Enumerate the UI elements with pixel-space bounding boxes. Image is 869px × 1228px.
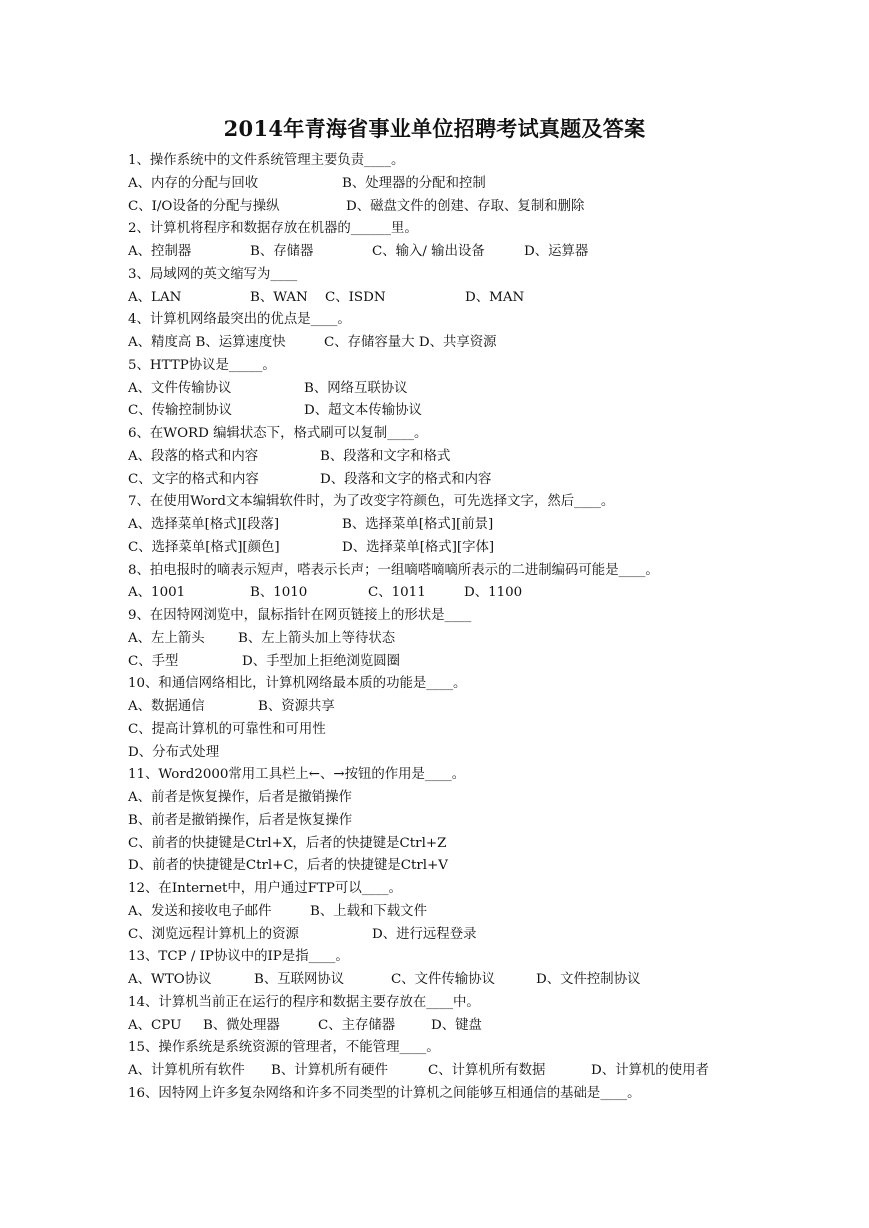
answer-option: A、WTO协议 [128, 972, 212, 987]
answer-option: D、文件控制协议 [536, 972, 641, 987]
text-line [128, 287, 748, 310]
answer-option: D、运算器 [524, 244, 589, 259]
answer-option: A、数据通信 [128, 699, 205, 714]
answer-option: B、计算机所有硬件 [271, 1063, 388, 1078]
question-text: 1、操作系统中的文件系统管理主要负责____。 [128, 153, 405, 168]
text-line [128, 514, 748, 537]
text-line [128, 696, 748, 719]
answer-option: B、存储器 [250, 244, 314, 259]
text-line [128, 651, 748, 674]
answer-option: C、传输控制协议 [128, 403, 232, 419]
question-text: D、分布式处理 [128, 744, 220, 760]
answer-option: B、处理器的分配和控制 [342, 175, 486, 191]
text-line [128, 946, 748, 969]
text-line [128, 582, 748, 605]
text-line [128, 924, 748, 947]
answer-option: A、文件传输协议 [128, 380, 232, 396]
text-line [128, 423, 748, 446]
text-line [128, 992, 748, 1015]
question-text: 9、在因特网浏览中，鼠标指针在网页链接上的形状是____ [128, 608, 472, 623]
question-text: 12、在Internet中，用户通过FTP可以____。 [128, 881, 402, 896]
answer-option: A、控制器 [128, 244, 192, 259]
text-line [128, 719, 748, 742]
answer-option: C、手型 [128, 653, 179, 669]
answer-option: D、手型加上拒绝浏览圆圈 [242, 653, 401, 669]
text-line [128, 560, 748, 583]
text-line [128, 355, 748, 378]
answer-option: C、1011 [368, 585, 426, 601]
answer-option: C、主存储器 [318, 1017, 396, 1033]
question-text: 8、拍电报时的嘀表示短声，嗒表示长声；一组嘀嗒嘀嘀所表示的二进制编码可能是____。 [128, 562, 659, 578]
answer-option: D、段落和文字的格式和内容 [320, 471, 492, 487]
answer-option: C、选择菜单[格式][颜色] [128, 539, 280, 555]
answer-option: C、ISDN [325, 289, 386, 305]
answer-option: C、计算机所有数据 [428, 1063, 546, 1078]
answer-option: B、WAN [250, 289, 308, 305]
answer-option: A、计算机所有软件 [128, 1063, 245, 1078]
answer-option: A、LAN [128, 289, 182, 305]
answer-option: A、1001 [128, 585, 186, 601]
text-line [128, 833, 748, 856]
text-line [128, 855, 748, 878]
text-line [128, 537, 748, 560]
question-text: 3、局域网的英文缩写为____ [128, 266, 298, 282]
text-line [128, 810, 748, 833]
answer-option: B、上载和下载文件 [310, 903, 427, 919]
text-line [128, 1060, 748, 1083]
answer-option: D、计算机的使用者 [591, 1063, 709, 1078]
text-line [128, 491, 748, 514]
text-line [128, 764, 748, 787]
answer-option: A、选择菜单[格式][段落] [128, 517, 280, 532]
page-title: 2014年青海省事业单位招聘考试真题及答案 [223, 116, 646, 141]
answer-option: C、I/O设备的分配与操纵 [128, 198, 280, 214]
answer-option: C、浏览远程计算机上的资源 [128, 926, 299, 942]
answer-option: B、网络互联协议 [304, 380, 408, 396]
question-text: 11、Word2000常用工具栏上←、→按钮的作用是____。 [128, 767, 466, 783]
answer-option: B、1010 [250, 585, 308, 601]
text-line [128, 309, 748, 332]
question-text: 13、TCP / IP协议中的IP是指____。 [128, 949, 349, 965]
answer-option: D、键盘 [431, 1017, 482, 1033]
question-text: B、前者是撤销操作，后者是恢复操作 [128, 812, 353, 828]
text-line [128, 241, 748, 264]
text-line [128, 196, 748, 219]
text-line [128, 150, 748, 173]
text-line [128, 400, 748, 423]
answer-option: A、CPU [128, 1017, 182, 1033]
question-text: C、前者的快捷键是Ctrl+X，后者的快捷键是Ctrl+Z [128, 835, 447, 851]
answer-option: A、发送和接收电子邮件 [128, 903, 272, 919]
question-text: 14、计算机当前正在运行的程序和数据主要存放在____中。 [128, 994, 480, 1010]
answer-option: B、互联网协议 [254, 972, 345, 987]
question-text: 5、HTTP协议是_____。 [128, 357, 276, 373]
text-line [128, 605, 748, 628]
answer-option: B、资源共享 [258, 699, 335, 714]
question-text: 7、在使用Word文本编辑软件时，为了改变字符颜色，可先选择文字，然后____。 [128, 494, 615, 510]
answer-option: A、左上箭头 [128, 630, 205, 646]
answer-option: D、MAN [465, 289, 525, 305]
answer-option: D、磁盘文件的创建、存取、复制和删除 [346, 198, 585, 214]
answer-option: B、段落和文字和格式 [320, 448, 451, 464]
text-line [128, 901, 748, 924]
question-text: 16、因特网上许多复杂网络和许多不同类型的计算机之间能够互相通信的基础是____。 [128, 1085, 641, 1101]
text-line [128, 1083, 748, 1106]
text-line [128, 969, 748, 992]
text-line [128, 378, 748, 401]
answer-option: C、存储容量大 D、共享资源 [324, 335, 497, 350]
question-text: D、前者的快捷键是Ctrl+C，后者的快捷键是Ctrl+V [128, 858, 448, 874]
text-line [128, 218, 748, 241]
answer-option: C、输入/ 输出设备 [372, 244, 485, 259]
text-line [128, 446, 748, 469]
text-line [128, 878, 748, 901]
answer-option: D、进行远程登录 [372, 926, 477, 942]
question-text: C、提高计算机的可靠性和可用性 [128, 721, 326, 737]
text-line [128, 173, 748, 196]
answer-option: C、文件传输协议 [391, 972, 495, 987]
answer-option: A、内存的分配与回收 [128, 175, 259, 191]
question-list [128, 150, 748, 1106]
text-line [128, 469, 748, 492]
question-text: 4、计算机网络最突出的优点是____。 [128, 312, 351, 328]
text-line [128, 673, 748, 696]
answer-option: D、选择菜单[格式][字体] [342, 539, 495, 555]
answer-option: B、微处理器 [203, 1017, 280, 1033]
question-text: 6、在WORD 编辑状态下，格式刷可以复制____。 [128, 426, 428, 441]
text-line [128, 332, 748, 355]
text-line [128, 264, 748, 287]
answer-option: D、超文本传输协议 [304, 403, 422, 419]
question-text: A、前者是恢复操作，后者是撤销操作 [128, 790, 352, 805]
answer-option: D、1100 [464, 585, 523, 601]
question-text: 15、操作系统是系统资源的管理者，不能管理____。 [128, 1040, 440, 1056]
question-text: 2、计算机将程序和数据存放在机器的______里。 [128, 221, 418, 237]
answer-option: B、选择菜单[格式][前景] [342, 517, 494, 532]
text-line [128, 1037, 748, 1060]
answer-option: A、段落的格式和内容 [128, 448, 259, 464]
answer-option: A、精度高 B、运算速度快 [128, 335, 286, 350]
text-line [128, 628, 748, 651]
answer-option: C、文字的格式和内容 [128, 471, 259, 487]
answer-option: B、左上箭头加上等待状态 [238, 630, 396, 646]
text-line [128, 1015, 748, 1038]
text-line [128, 787, 748, 810]
question-text: 10、和通信网络相比，计算机网络最本质的功能是____。 [128, 676, 467, 692]
text-line [128, 742, 748, 765]
